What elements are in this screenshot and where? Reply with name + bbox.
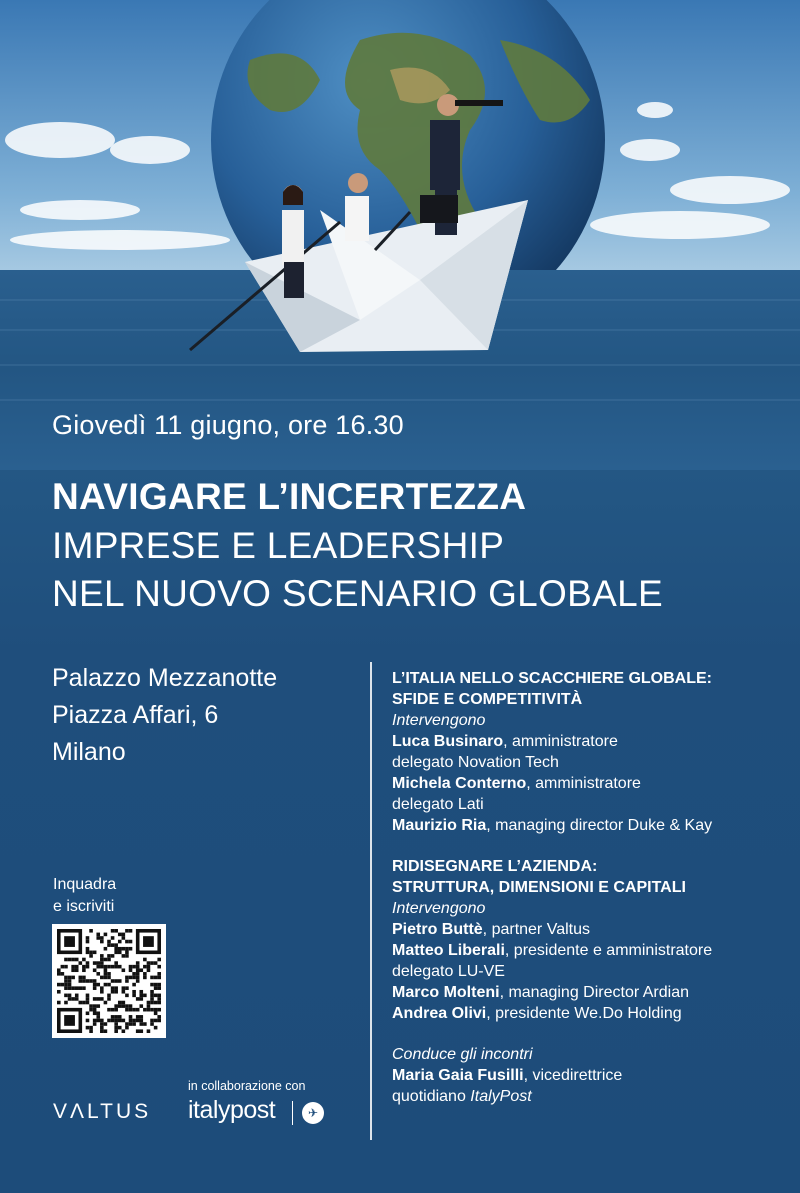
moderator-item: Maria Gaia Fusilli, vicedirettrice bbox=[392, 1067, 623, 1084]
valtus-logo: VΛLTUS bbox=[53, 1100, 152, 1123]
session-1-title bbox=[392, 668, 792, 710]
speaker-item: Matteo Liberali, presidente e amministratore bbox=[392, 942, 713, 959]
speaker-item: Andrea Olivi, presidente We.Do Holding bbox=[392, 1005, 682, 1022]
speaker-role-continued: delegato Lati bbox=[392, 796, 484, 813]
moderator-intro: Conduce gli incontri bbox=[392, 1046, 533, 1063]
session-1-title-line-1: L’ITALIA NELLO SCACCHIERE GLOBALE: bbox=[392, 670, 712, 687]
venue-street: Piazza Affari, 6 bbox=[52, 701, 219, 729]
speaker-item: Luca Businaro, amministratore bbox=[392, 733, 618, 750]
moderator-role-continued: quotidiano ItalyPost bbox=[392, 1088, 532, 1105]
session-1-title-line-2: SFIDE E COMPETITIVITÀ bbox=[392, 691, 583, 708]
venue-city: Milano bbox=[52, 738, 126, 766]
session-2-intro: Intervengono bbox=[392, 900, 486, 917]
qr-label bbox=[53, 874, 116, 918]
qr-code-icon bbox=[57, 929, 161, 1033]
italypost-badge-icon: ✈ bbox=[302, 1102, 324, 1124]
qr-label-line-2: e iscriviti bbox=[53, 898, 115, 915]
qr-label-line-1: Inquadra bbox=[53, 876, 117, 893]
event-title: NAVIGARE L’INCERTEZZA bbox=[52, 476, 527, 517]
registration-qr-code[interactable] bbox=[52, 924, 166, 1038]
session-2-title-line-1: RIDISEGNARE L’AZIENDA: bbox=[392, 858, 598, 875]
speaker-role-continued: delegato LU-VE bbox=[392, 963, 505, 980]
session-2-title bbox=[392, 856, 792, 898]
speaker-item: Marco Molteni, managing Director Ardian bbox=[392, 984, 689, 1001]
hero-illustration bbox=[0, 0, 800, 470]
speaker-role-continued: delegato Novation Tech bbox=[392, 754, 559, 771]
collaboration-label: in collaborazione con bbox=[188, 1079, 306, 1093]
program-list bbox=[392, 668, 792, 1107]
logo-separator bbox=[292, 1101, 293, 1125]
session-2-title-line-2: STRUTTURA, DIMENSIONI E CAPITALI bbox=[392, 879, 686, 896]
speaker-item: Maurizio Ria, managing director Duke & Kay bbox=[392, 817, 713, 834]
italypost-logo: italypost bbox=[188, 1096, 276, 1124]
event-subtitle-line-1: IMPRESE E LEADERSHIP bbox=[52, 525, 505, 566]
event-subtitle-line-2: NEL NUOVO SCENARIO GLOBALE bbox=[52, 573, 663, 614]
globe-paper-boat-image bbox=[0, 0, 800, 470]
venue-name: Palazzo Mezzanotte bbox=[52, 664, 278, 692]
speaker-item: Pietro Buttè, partner Valtus bbox=[392, 921, 590, 938]
event-date-time: Giovedì 11 giugno, ore 16.30 bbox=[52, 410, 404, 440]
venue-address bbox=[52, 660, 277, 771]
speaker-item: Michela Conterno, amministratore bbox=[392, 775, 641, 792]
column-divider bbox=[370, 662, 372, 1140]
session-1-intro: Intervengono bbox=[392, 712, 486, 729]
